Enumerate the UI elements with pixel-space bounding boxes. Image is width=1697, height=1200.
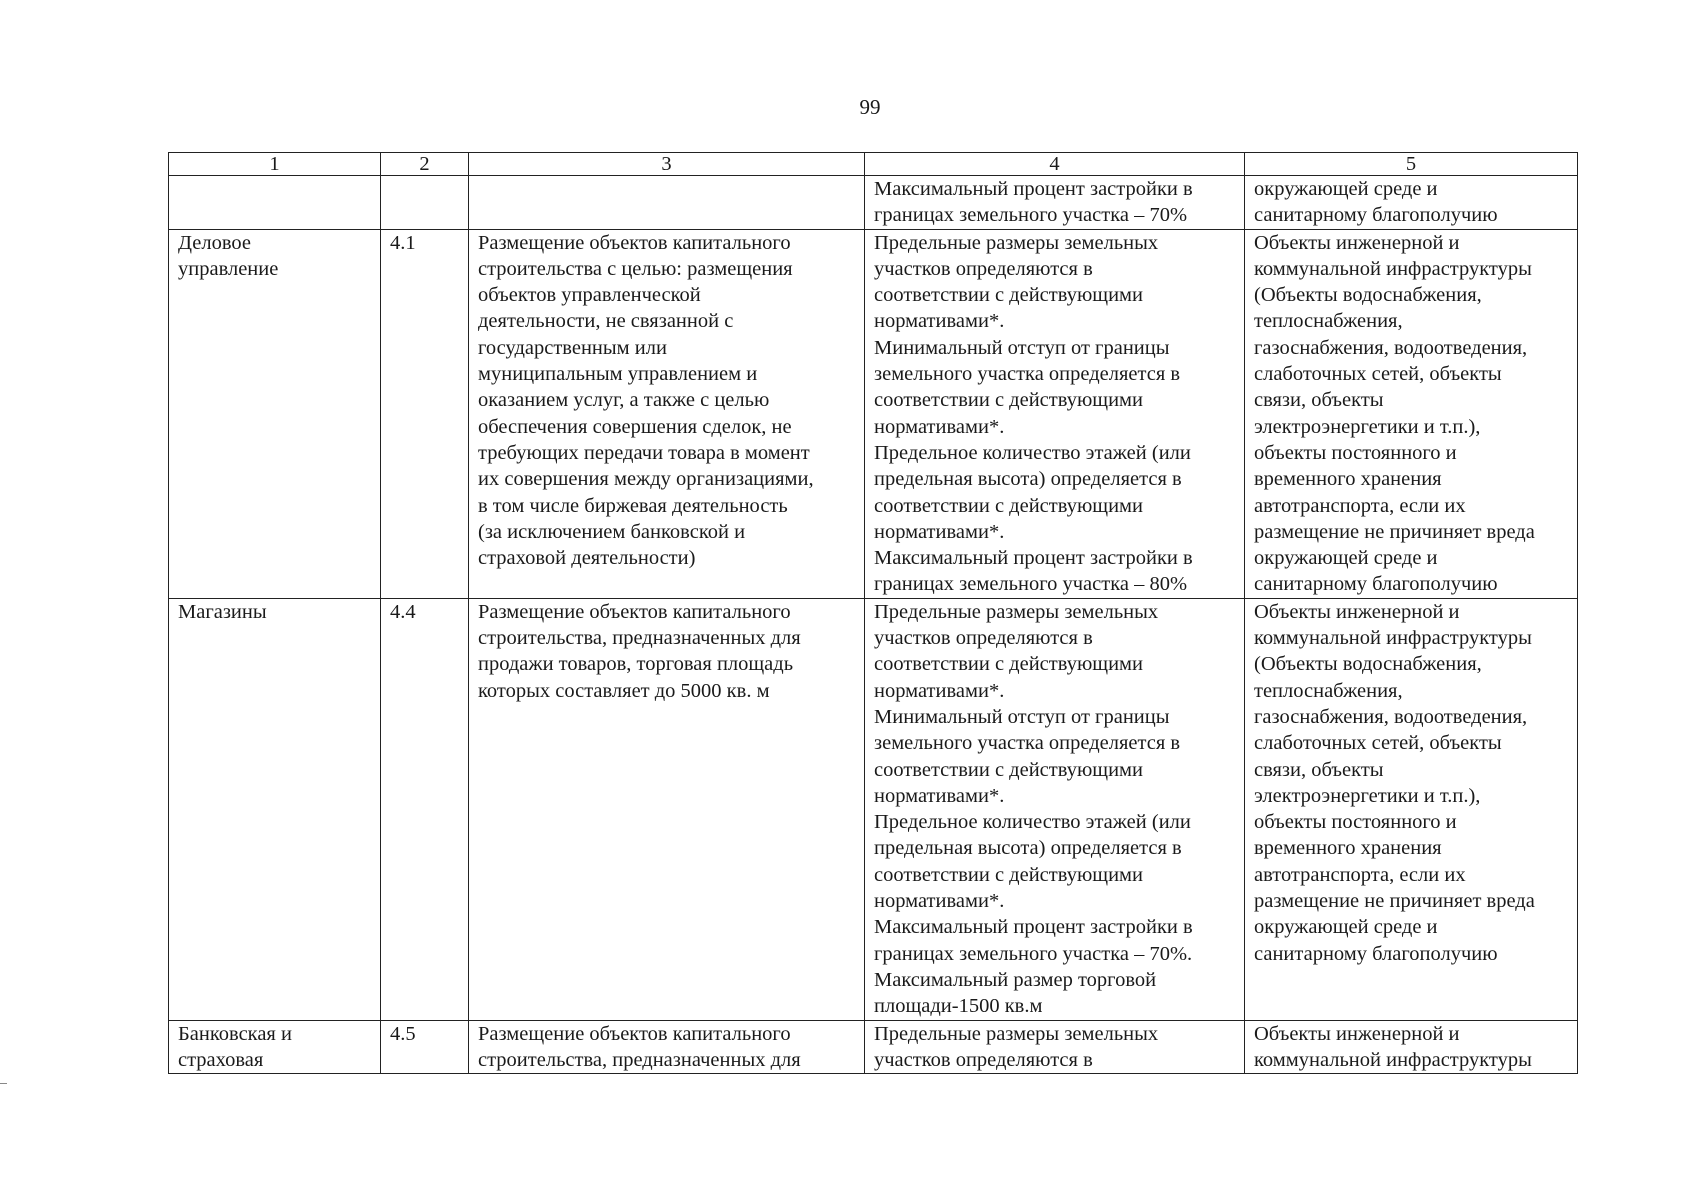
text-line: (Объекты водоснабжения,: [1254, 653, 1482, 676]
text-line: нормативами*.: [874, 415, 1005, 438]
text-line: обеспечения совершения сделок, не: [478, 415, 792, 438]
page-number: 99: [859, 95, 881, 119]
allowed-objects-cell: [1245, 1020, 1578, 1074]
text-line: Объекты инженерной и: [1254, 1022, 1460, 1045]
table-row: [169, 176, 1578, 230]
text-line: Размещение объектов капитального: [478, 1022, 791, 1045]
text-line: нормативами*.: [874, 890, 1005, 913]
text-line: Объекты инженерной и: [1254, 600, 1460, 623]
text-line: окружающей среде и: [1254, 547, 1438, 570]
text-line: которых составляет до 5000 кв. м: [478, 679, 770, 702]
parameters-cell: [865, 1020, 1245, 1074]
text-line: Предельные размеры земельных: [874, 600, 1159, 623]
text-line: электроэнергетики и т.п.),: [1254, 415, 1481, 438]
parameters-cell: [865, 229, 1245, 598]
text-line: 4.4: [390, 600, 416, 623]
text-line: площади-1500 кв.м: [874, 995, 1043, 1018]
use-code-cell: [381, 229, 469, 598]
text-line: продажи товаров, торговая площадь: [478, 653, 794, 676]
text-line: санитарному благополучию: [1254, 204, 1498, 227]
text-line: санитарному благополучию: [1254, 573, 1498, 596]
use-code-cell: [381, 176, 469, 230]
text-line: связи, объекты: [1254, 389, 1384, 412]
text-line: оказанием услуг, а также с целью: [478, 389, 770, 412]
text-line: объекты постоянного и: [1254, 441, 1457, 464]
text-line: нормативами*.: [874, 679, 1005, 702]
text-line: участков определяются в: [874, 1048, 1093, 1071]
text-line: государственным или: [478, 336, 667, 359]
text-line: Магазины: [178, 600, 267, 623]
text-line: страховая: [178, 1048, 264, 1071]
text-line: временного хранения: [1254, 837, 1442, 860]
land-use-table: [168, 152, 1578, 1074]
text-line: Максимальный процент застройки в: [874, 178, 1193, 200]
text-line: коммунальной инфраструктуры: [1254, 257, 1532, 280]
column-header-3: 3: [469, 153, 865, 176]
table-body: [169, 176, 1578, 1074]
text-line: требующих передачи товара в момент: [478, 441, 810, 464]
text-line: Размещение объектов капитального: [478, 600, 791, 623]
text-line: участков определяются в: [874, 627, 1093, 650]
text-line: Предельные размеры земельных: [874, 231, 1159, 254]
text-line: временного хранения: [1254, 468, 1442, 491]
text-line: нормативами*.: [874, 784, 1005, 807]
allowed-objects-cell: [1245, 229, 1578, 598]
use-name-cell: [169, 176, 381, 230]
use-code-cell: [381, 1020, 469, 1074]
text-line: газоснабжения, водоотведения,: [1254, 705, 1528, 728]
text-line: Банковская и: [178, 1022, 292, 1045]
text-line: предельная высота) определяется в: [874, 837, 1182, 860]
text-line: участков определяются в: [874, 257, 1093, 280]
parameters-cell: [865, 598, 1245, 1020]
text-line: строительства с целью: размещения: [478, 257, 793, 280]
text-line: строительства, предназначенных для: [478, 627, 801, 650]
use-name-cell: [169, 229, 381, 598]
text-line: 4.5: [390, 1022, 416, 1045]
text-line: размещение не причиняет вреда: [1254, 890, 1535, 913]
text-line: Минимальный отступ от границы: [874, 705, 1170, 728]
text-line: Предельное количество этажей (или: [874, 441, 1191, 464]
table-row: [169, 1020, 1578, 1074]
text-line: соответствии с действующими: [874, 494, 1143, 517]
text-line: электроэнергетики и т.п.),: [1254, 784, 1481, 807]
text-line: слаботочных сетей, объекты: [1254, 732, 1502, 755]
use-name-cell: [169, 1020, 381, 1074]
text-line: предельная высота) определяется в: [874, 468, 1182, 491]
allowed-objects-cell: [1245, 176, 1578, 230]
text-line: деятельности, не связанной с: [478, 310, 734, 333]
use-name-cell: [169, 598, 381, 1020]
text-line: соответствии с действующими: [874, 389, 1143, 412]
text-line: (Объекты водоснабжения,: [1254, 284, 1482, 307]
use-description-cell: [469, 229, 865, 598]
text-line: Максимальный процент застройки в: [874, 916, 1193, 939]
text-line: санитарному благополучию: [1254, 942, 1498, 965]
text-line: теплоснабжения,: [1254, 679, 1403, 702]
text-line: Максимальный процент застройки в: [874, 547, 1193, 570]
parameters-cell: [865, 176, 1245, 230]
text-line: Предельное количество этажей (или: [874, 811, 1191, 834]
column-header-2: 2: [381, 153, 469, 176]
text-line: объектов управленческой: [478, 284, 701, 307]
text-line: теплоснабжения,: [1254, 310, 1403, 333]
text-line: слаботочных сетей, объекты: [1254, 363, 1502, 386]
text-line: границах земельного участка – 70%: [874, 204, 1188, 227]
text-line: границах земельного участка – 70%.: [874, 942, 1193, 965]
text-line: Максимальный размер торговой: [874, 968, 1157, 991]
table-header-row: [169, 153, 1578, 176]
text-line: земельного участка определяется в: [874, 363, 1181, 386]
table-header: [169, 153, 1578, 176]
column-header-1: 1: [169, 153, 381, 176]
text-line: строительства, предназначенных для: [478, 1048, 801, 1071]
text-line: объекты постоянного и: [1254, 811, 1457, 834]
scan-mark: [0, 1083, 7, 1084]
column-header-4: 4: [865, 153, 1245, 176]
use-code-cell: [381, 598, 469, 1020]
text-line: страховой деятельности): [478, 547, 696, 570]
text-line: Объекты инженерной и: [1254, 231, 1460, 254]
text-line: окружающей среде и: [1254, 178, 1438, 200]
use-description-cell: [469, 1020, 865, 1074]
column-header-5: 5: [1245, 153, 1578, 176]
text-line: газоснабжения, водоотведения,: [1254, 336, 1528, 359]
text-line: коммунальной инфраструктуры: [1254, 1048, 1532, 1071]
text-line: в том числе биржевая деятельность: [478, 494, 788, 517]
text-line: земельного участка определяется в: [874, 732, 1181, 755]
text-line: Предельные размеры земельных: [874, 1022, 1159, 1045]
text-line: (за исключением банковской и: [478, 520, 746, 543]
text-line: соответствии с действующими: [874, 863, 1143, 886]
text-line: нормативами*.: [874, 310, 1005, 333]
table-row: [169, 229, 1578, 598]
text-line: соответствии с действующими: [874, 758, 1143, 781]
text-line: 4.1: [390, 231, 416, 254]
text-line: Деловое: [178, 231, 251, 254]
use-description-cell: [469, 598, 865, 1020]
text-line: соответствии с действующими: [874, 653, 1143, 676]
table-row: [169, 598, 1578, 1020]
text-line: их совершения между организациями,: [478, 468, 814, 491]
text-line: нормативами*.: [874, 520, 1005, 543]
text-line: окружающей среде и: [1254, 916, 1438, 939]
text-line: соответствии с действующими: [874, 284, 1143, 307]
text-line: муниципальным управлением и: [478, 363, 758, 386]
text-line: границах земельного участка – 80%: [874, 573, 1188, 596]
text-line: Размещение объектов капитального: [478, 231, 791, 254]
text-line: автотранспорта, если их: [1254, 494, 1466, 517]
text-line: управление: [178, 257, 279, 280]
text-line: размещение не причиняет вреда: [1254, 520, 1535, 543]
text-line: связи, объекты: [1254, 758, 1384, 781]
text-line: Минимальный отступ от границы: [874, 336, 1170, 359]
allowed-objects-cell: [1245, 598, 1578, 1020]
text-line: коммунальной инфраструктуры: [1254, 627, 1532, 650]
text-line: автотранспорта, если их: [1254, 863, 1466, 886]
use-description-cell: [469, 176, 865, 230]
